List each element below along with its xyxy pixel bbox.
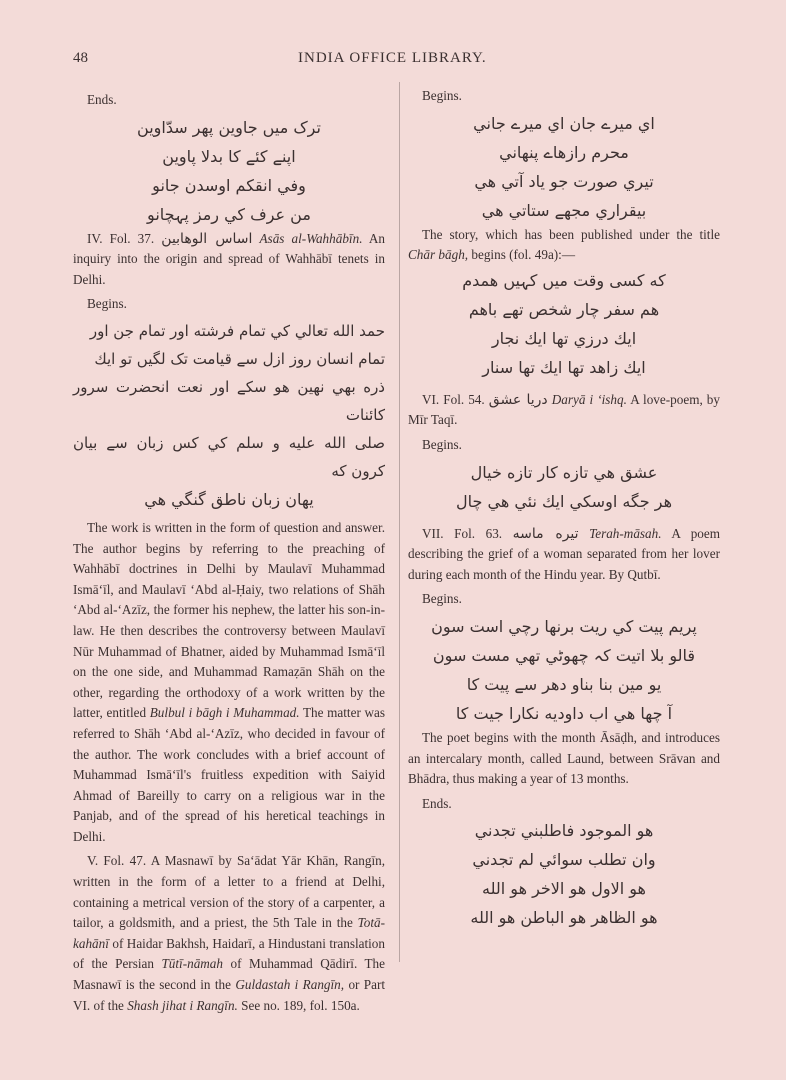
verse-line: بیقراري مجهے ستاتي هي (481, 200, 647, 220)
verse-line: هو الظاهر هو الباطن هو الله (470, 908, 658, 928)
entry-iv-heading: IV. Fol. 37. اساس الوهابين Asās al-Wahhābīn. An inquiry into the origin and spread of Wahhābī tenets in Delhi. (73, 230, 386, 287)
story-paragraph: The story, which has been published under the title Chār bāgh, begins (fol. 49a):— (408, 226, 720, 263)
ends-label: Ends. (422, 795, 452, 811)
verse-line: قالو بلا اتیت کہ چهوٹي تهي مست سون (432, 645, 696, 665)
verse-line: هر جگه اوسکي ایك نئي هي چال (456, 491, 672, 511)
verse-line: تمام انسان روز ازل سے قیامت تک لگیں تو ایك (94, 349, 385, 368)
begins-label: Begins. (422, 591, 462, 607)
verse-line: هو الاول هو الاخر هو الله (482, 879, 646, 899)
verse-line: پریم پیت کي ریت برنها رچي است سون (431, 616, 697, 636)
right-column (408, 82, 720, 932)
verse-line: اي میرے جان اي میرے جاني (473, 113, 655, 133)
entry-iv-paragraph: The work is written in the form of question and answer. The author begins by referring to the preaching of Wahhābī doctrines in Delhi by Maulavī Muhammad Ismā‘īl, and Maulavī ‘Abd al-Ḥaiy, two relations of Shāh ‘Abd al-‘Azīz, the former his nephew, the latter his son-in-law. He then describes the controversy between Maulavī Nūr Muhammad of Bhatner, aided by Muhammad Ismā‘īl on the one side, and Muhammad Ramaẓān Shāh on the other, regarding the orthodoxy of a work written by the latter, entitled Bulbul i bāgh i Muhammad. The matter was referred to Shāh ‘Abd al-‘Azīz, who decided in favour of the author. The work concludes with a brief account of Muhammad Ismā‘īl's fruitless expedition with Saiyid Ahmad of Bareilly to carry on a religious war in the Panjab, and of the spread of his heretical teachings in Delhi. (73, 519, 385, 844)
verse-line: ایك زاهد تها ایك تها سنار (482, 357, 646, 377)
vi-verses (408, 458, 720, 516)
page-number: 48 (73, 50, 88, 66)
verse-line: که کسی وقت میں کہیں همدم (462, 270, 666, 290)
entry-v-paragraph: V. Fol. 47. A Masnawī by Sa‘ādat Yār Khān, Rangīn, written in the form of a letter to a friend at Delhi, containing a metrical version of the story of a carpenter, a tailor, a goldsmith, and a priest, the 5th Tale in the Totā-kahānī of Haidar Bakhsh, Haidarī, a Hindustani translation of the Persian Tūtī-nāmah of Muhammad Qādirī. The Masnawī is the second in the Guldastah i Rangīn, or Part VI. of the Shash jihat i Rangīn. See no. 189, fol. 150a. (73, 853, 386, 1013)
left-column (73, 86, 385, 1016)
begins-verses (408, 109, 720, 225)
entry-vi-heading: VI. Fol. 54. دریا عشق Daryā i ‘ishq. A love-poem, by Mīr Taqī. (408, 391, 720, 428)
verse-line: اپنے کئے کا بدلا پاوین (162, 146, 296, 166)
verse-line: آ چها هي اب داودیه نکارا جیت کا (455, 703, 673, 723)
verse-line: وفي انقکم اوسدن جانو (152, 175, 306, 195)
verse-line: یهان زبان ناطق گنگي هي (144, 489, 314, 509)
verse-line: یو مین بنا بناو دهر سے پیت کا (466, 674, 662, 694)
running-title: INDIA OFFICE LIBRARY. (298, 50, 487, 66)
begins-label: Begins. (422, 436, 462, 452)
ends-verses (408, 816, 720, 932)
vii-verses (408, 612, 720, 728)
verse-line: هو الموجود فاطلبني تجدني (474, 821, 654, 841)
verse-line: من عرف کي رمز پہچانو (147, 204, 311, 224)
begins-label: Begins. (422, 88, 462, 103)
verse-line: صلی الله علیه و سلم کي کس زبان سے بیان کرون که (73, 433, 385, 480)
verse-line: ایك درزي تها ایك نجار (491, 328, 637, 348)
verse-line: ترک میں جاوین پھر سدّاوین (137, 117, 321, 137)
entry-vii-heading: VII. Fol. 63. تیره ماسه Terah-māsah. A poem describing the grief of a woman separated from her lover during each month of the Hindu year. By Qutbī. (408, 525, 721, 582)
iv-begins-text (73, 317, 385, 514)
ends-label: Ends. (87, 92, 117, 107)
verse-line: عشق هي تازه کار تازه خیال (470, 462, 658, 482)
begins-label: Begins. (87, 296, 127, 312)
verse-line: هم سفر چار شخص تھے باهم (468, 299, 660, 319)
verse-line: ذره بهي نهين هو سکے اور نعت انحضرت سرور کائنات (73, 377, 385, 424)
story-verses (408, 266, 720, 382)
verse-line: وان تطلب سوائي لم تجدني (472, 850, 656, 870)
column-rule (399, 82, 400, 962)
entry-vii-paragraph: The poet begins with the month Āsāḍh, and introduces an intercalary month, called Laund, between Srāvan and Bhādra, thus making a year of 13 months. (408, 729, 720, 787)
verse-line: حمد الله تعالي کي تمام فرشته اور تمام جن اور (89, 321, 385, 340)
ends-verses (73, 113, 385, 229)
verse-line: تیري صورت جو یاد آتي هي (474, 171, 654, 191)
verse-line: محرم رازهاے پنهاني (499, 142, 629, 162)
